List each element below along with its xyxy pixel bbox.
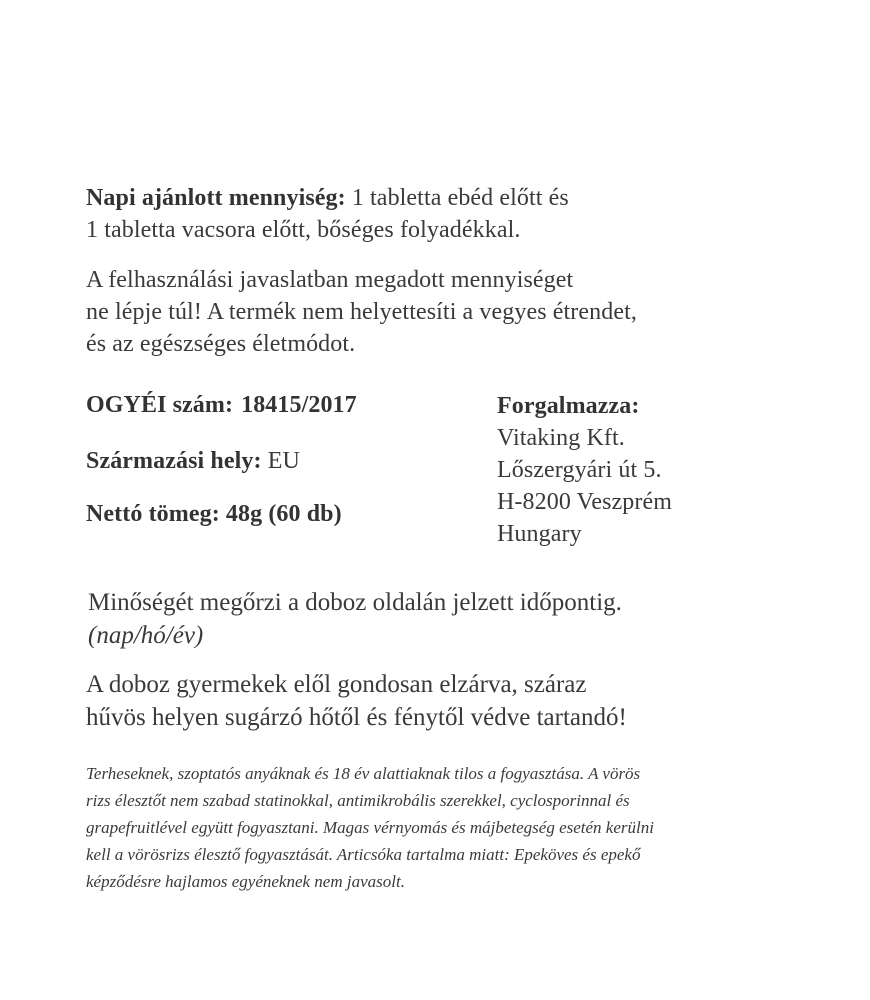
distributor-label: Forgalmazza: — [497, 393, 640, 419]
warning-line-2: ne lépje túl! A termék nem helyettesíti a vegyes étrendet, — [86, 299, 637, 325]
dosage-text-2: 1 tabletta vacsora előtt, bőséges folyadékkal. — [86, 217, 521, 243]
distributor-company: Vitaking Kft. — [497, 425, 625, 451]
best-before-format: (nap/hó/év) — [88, 622, 204, 649]
usage-warning — [86, 264, 637, 360]
warning-line-1: A felhasználási javaslatban megadott mennyiséget — [86, 267, 574, 293]
storage-line-1: A doboz gyermekek elől gondosan elzárva, száraz — [86, 671, 587, 698]
ogyei-value: 18415/2017 — [241, 392, 357, 418]
dosage-line-1 — [86, 182, 569, 214]
origin-label: Származási hely: — [86, 448, 262, 474]
dosage-label: Napi ajánlott mennyiség: — [86, 185, 346, 211]
notice-line-5: képződésre hajlamos egyéneknek nem javasolt. — [86, 872, 405, 891]
distributor-street: Lőszergyári út 5. — [497, 457, 662, 483]
ogyei-label: OGYÉI szám: — [86, 392, 234, 418]
distributor-country: Hungary — [497, 521, 582, 547]
origin-value: EU — [267, 448, 300, 474]
ogyei-number — [86, 389, 357, 421]
distributor-section — [497, 390, 672, 550]
best-before-text: Minőségét megőrzi a doboz oldalán jelzett időpontig. — [88, 589, 622, 616]
notice-line-2: rizs élesztőt nem szabad statinokkal, antimikrobális szerekkel, cyclosporinnal és — [86, 791, 630, 810]
safety-notice — [86, 760, 654, 895]
warning-line-3: és az egészséges életmódot. — [86, 331, 356, 357]
storage-line-2: hűvös helyen sugárzó hőtől és fénytől védve tartandó! — [86, 704, 627, 731]
storage-instructions — [86, 668, 627, 734]
notice-line-3: grapefruitlével együtt fogyasztani. Magas vérnyomás és májbetegség esetén kerülni — [86, 818, 654, 837]
dosage-section — [86, 182, 569, 246]
origin — [86, 445, 300, 477]
dosage-text-1: 1 tabletta ebéd előtt és — [351, 185, 569, 211]
net-weight-label: Nettó tömeg: — [86, 501, 220, 527]
best-before — [88, 586, 622, 652]
distributor-city: H-8200 Veszprém — [497, 489, 673, 515]
notice-line-4: kell a vörösrizs élesztő fogyasztását. Articsóka tartalma miatt: Epeköves és epekő — [86, 845, 641, 864]
net-weight-value: 48g (60 db) — [225, 501, 342, 527]
net-weight — [86, 498, 342, 530]
notice-line-1: Terheseknek, szoptatós anyáknak és 18 év alattiaknak tilos a fogyasztása. A vörös — [86, 764, 641, 783]
